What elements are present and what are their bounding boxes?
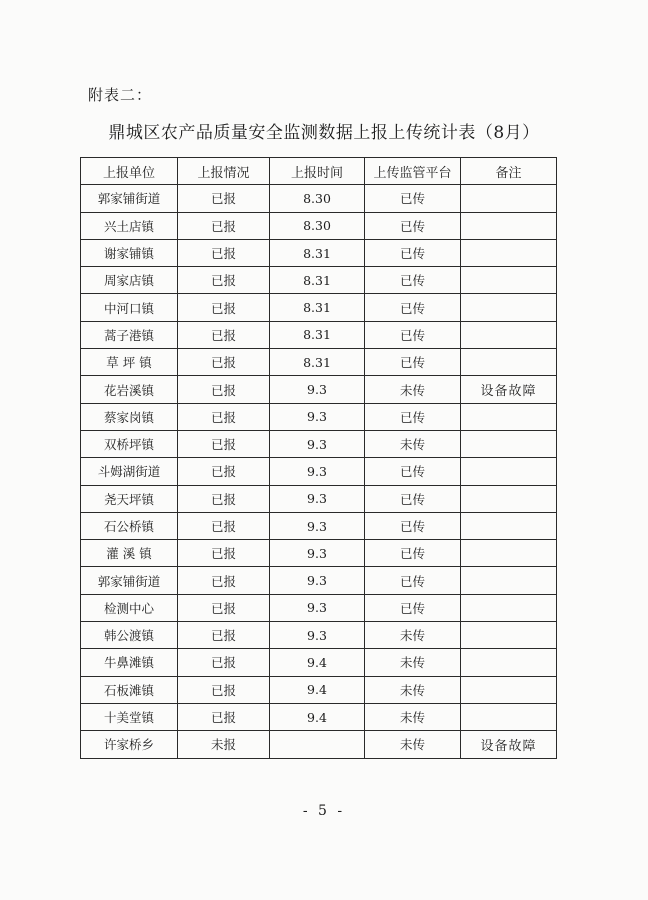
- cell-note: [461, 622, 557, 649]
- cell-unit: 兴土店镇: [81, 212, 178, 239]
- cell-upload: 未传: [365, 376, 461, 403]
- cell-upload: 未传: [365, 430, 461, 457]
- cell-time: 9.4: [270, 649, 365, 676]
- cell-time: 8.31: [270, 267, 365, 294]
- cell-status: 已报: [178, 212, 270, 239]
- cell-status: 已报: [178, 512, 270, 539]
- cell-time: 9.3: [270, 512, 365, 539]
- statistics-table: [80, 157, 557, 759]
- cell-status: 已报: [178, 185, 270, 212]
- cell-note: [461, 649, 557, 676]
- cell-upload: 已传: [365, 458, 461, 485]
- cell-unit: 牛鼻滩镇: [81, 649, 178, 676]
- cell-status: 已报: [178, 676, 270, 703]
- cell-note: [461, 294, 557, 321]
- cell-status: 已报: [178, 458, 270, 485]
- cell-time: 8.30: [270, 212, 365, 239]
- cell-upload: 已传: [365, 212, 461, 239]
- cell-status: 已报: [178, 376, 270, 403]
- cell-unit: 韩公渡镇: [81, 622, 178, 649]
- cell-note: [461, 567, 557, 594]
- page-number: - 5 -: [302, 803, 346, 819]
- cell-time: 8.31: [270, 294, 365, 321]
- cell-note: [461, 349, 557, 376]
- table-row: [81, 349, 557, 376]
- cell-time: 8.30: [270, 185, 365, 212]
- cell-time: 9.3: [270, 430, 365, 457]
- cell-note: [461, 267, 557, 294]
- cell-unit: 石板滩镇: [81, 676, 178, 703]
- cell-unit: 花岩溪镇: [81, 376, 178, 403]
- cell-time: 9.3: [270, 403, 365, 430]
- cell-note: [461, 430, 557, 457]
- cell-note: [461, 594, 557, 621]
- cell-status: 已报: [178, 349, 270, 376]
- cell-status: 已报: [178, 649, 270, 676]
- cell-time: 8.31: [270, 321, 365, 348]
- cell-status: 未报: [178, 731, 270, 758]
- cell-time: 9.3: [270, 622, 365, 649]
- table-row: [81, 485, 557, 512]
- table-header-row: [81, 158, 557, 185]
- cell-unit: 十美堂镇: [81, 703, 178, 730]
- cell-upload: 已传: [365, 349, 461, 376]
- cell-note: [461, 212, 557, 239]
- cell-upload: 未传: [365, 703, 461, 730]
- cell-unit: 尧天坪镇: [81, 485, 178, 512]
- cell-note: 设备故障: [461, 376, 557, 403]
- cell-upload: 已传: [365, 185, 461, 212]
- table-row: [81, 267, 557, 294]
- table-row: [81, 212, 557, 239]
- cell-time: 8.31: [270, 349, 365, 376]
- cell-status: 已报: [178, 567, 270, 594]
- cell-note: 设备故障: [461, 731, 557, 758]
- cell-unit: 石公桥镇: [81, 512, 178, 539]
- cell-upload: 已传: [365, 485, 461, 512]
- header-upload: 上传监管平台: [365, 158, 461, 185]
- cell-time: 9.4: [270, 703, 365, 730]
- cell-note: [461, 321, 557, 348]
- cell-upload: 已传: [365, 594, 461, 621]
- table-row: [81, 622, 557, 649]
- cell-time: 9.3: [270, 376, 365, 403]
- document-title: 鼎城区农产品质量安全监测数据上报上传统计表（8月）: [108, 123, 540, 143]
- table-row: [81, 676, 557, 703]
- cell-upload: 已传: [365, 267, 461, 294]
- cell-status: 已报: [178, 703, 270, 730]
- cell-status: 已报: [178, 267, 270, 294]
- table-row: [81, 185, 557, 212]
- cell-note: [461, 458, 557, 485]
- cell-status: 已报: [178, 485, 270, 512]
- cell-time: 8.31: [270, 239, 365, 266]
- cell-unit: 许家桥乡: [81, 731, 178, 758]
- table-row: [81, 649, 557, 676]
- attachment-label: 附表二：: [88, 86, 153, 104]
- cell-status: 已报: [178, 294, 270, 321]
- table-row: [81, 458, 557, 485]
- cell-time: 9.3: [270, 485, 365, 512]
- cell-upload: 已传: [365, 239, 461, 266]
- cell-unit: 蒿子港镇: [81, 321, 178, 348]
- cell-upload: 已传: [365, 294, 461, 321]
- table-row: [81, 731, 557, 758]
- cell-note: [461, 485, 557, 512]
- table-row: [81, 594, 557, 621]
- header-status: 上报情况: [178, 158, 270, 185]
- cell-upload: 已传: [365, 512, 461, 539]
- cell-time: 9.3: [270, 540, 365, 567]
- cell-time: 9.3: [270, 458, 365, 485]
- header-time: 上报时间: [270, 158, 365, 185]
- cell-status: 已报: [178, 239, 270, 266]
- cell-unit: 斗姆湖街道: [81, 458, 178, 485]
- cell-note: [461, 540, 557, 567]
- cell-unit: 灌 溪 镇: [81, 540, 178, 567]
- cell-unit: 中河口镇: [81, 294, 178, 321]
- table-body: [81, 185, 557, 758]
- cell-note: [461, 703, 557, 730]
- cell-status: 已报: [178, 622, 270, 649]
- table-row: [81, 321, 557, 348]
- table-row: [81, 376, 557, 403]
- cell-time: 9.3: [270, 567, 365, 594]
- table-row: [81, 403, 557, 430]
- table-row: [81, 703, 557, 730]
- cell-upload: 未传: [365, 622, 461, 649]
- cell-note: [461, 239, 557, 266]
- cell-unit: 周家店镇: [81, 267, 178, 294]
- cell-unit: 郭家铺街道: [81, 567, 178, 594]
- cell-unit: 谢家铺镇: [81, 239, 178, 266]
- cell-note: [461, 403, 557, 430]
- table-row: [81, 512, 557, 539]
- cell-time: [270, 731, 365, 758]
- cell-status: 已报: [178, 430, 270, 457]
- cell-status: 已报: [178, 321, 270, 348]
- table-row: [81, 567, 557, 594]
- cell-unit: 双桥坪镇: [81, 430, 178, 457]
- table-row: [81, 294, 557, 321]
- cell-unit: 检测中心: [81, 594, 178, 621]
- table-row: [81, 239, 557, 266]
- cell-unit: 蔡家岗镇: [81, 403, 178, 430]
- header-unit: 上报单位: [81, 158, 178, 185]
- cell-upload: 已传: [365, 403, 461, 430]
- cell-status: 已报: [178, 540, 270, 567]
- table-row: [81, 540, 557, 567]
- cell-time: 9.3: [270, 594, 365, 621]
- cell-note: [461, 676, 557, 703]
- cell-unit: 郭家铺街道: [81, 185, 178, 212]
- cell-upload: 已传: [365, 540, 461, 567]
- cell-upload: 未传: [365, 731, 461, 758]
- cell-note: [461, 185, 557, 212]
- cell-time: 9.4: [270, 676, 365, 703]
- cell-note: [461, 512, 557, 539]
- table-row: [81, 430, 557, 457]
- cell-upload: 未传: [365, 676, 461, 703]
- cell-unit: 草 坪 镇: [81, 349, 178, 376]
- cell-upload: 已传: [365, 321, 461, 348]
- cell-status: 已报: [178, 594, 270, 621]
- header-note: 备注: [461, 158, 557, 185]
- cell-upload: 未传: [365, 649, 461, 676]
- cell-status: 已报: [178, 403, 270, 430]
- cell-upload: 已传: [365, 567, 461, 594]
